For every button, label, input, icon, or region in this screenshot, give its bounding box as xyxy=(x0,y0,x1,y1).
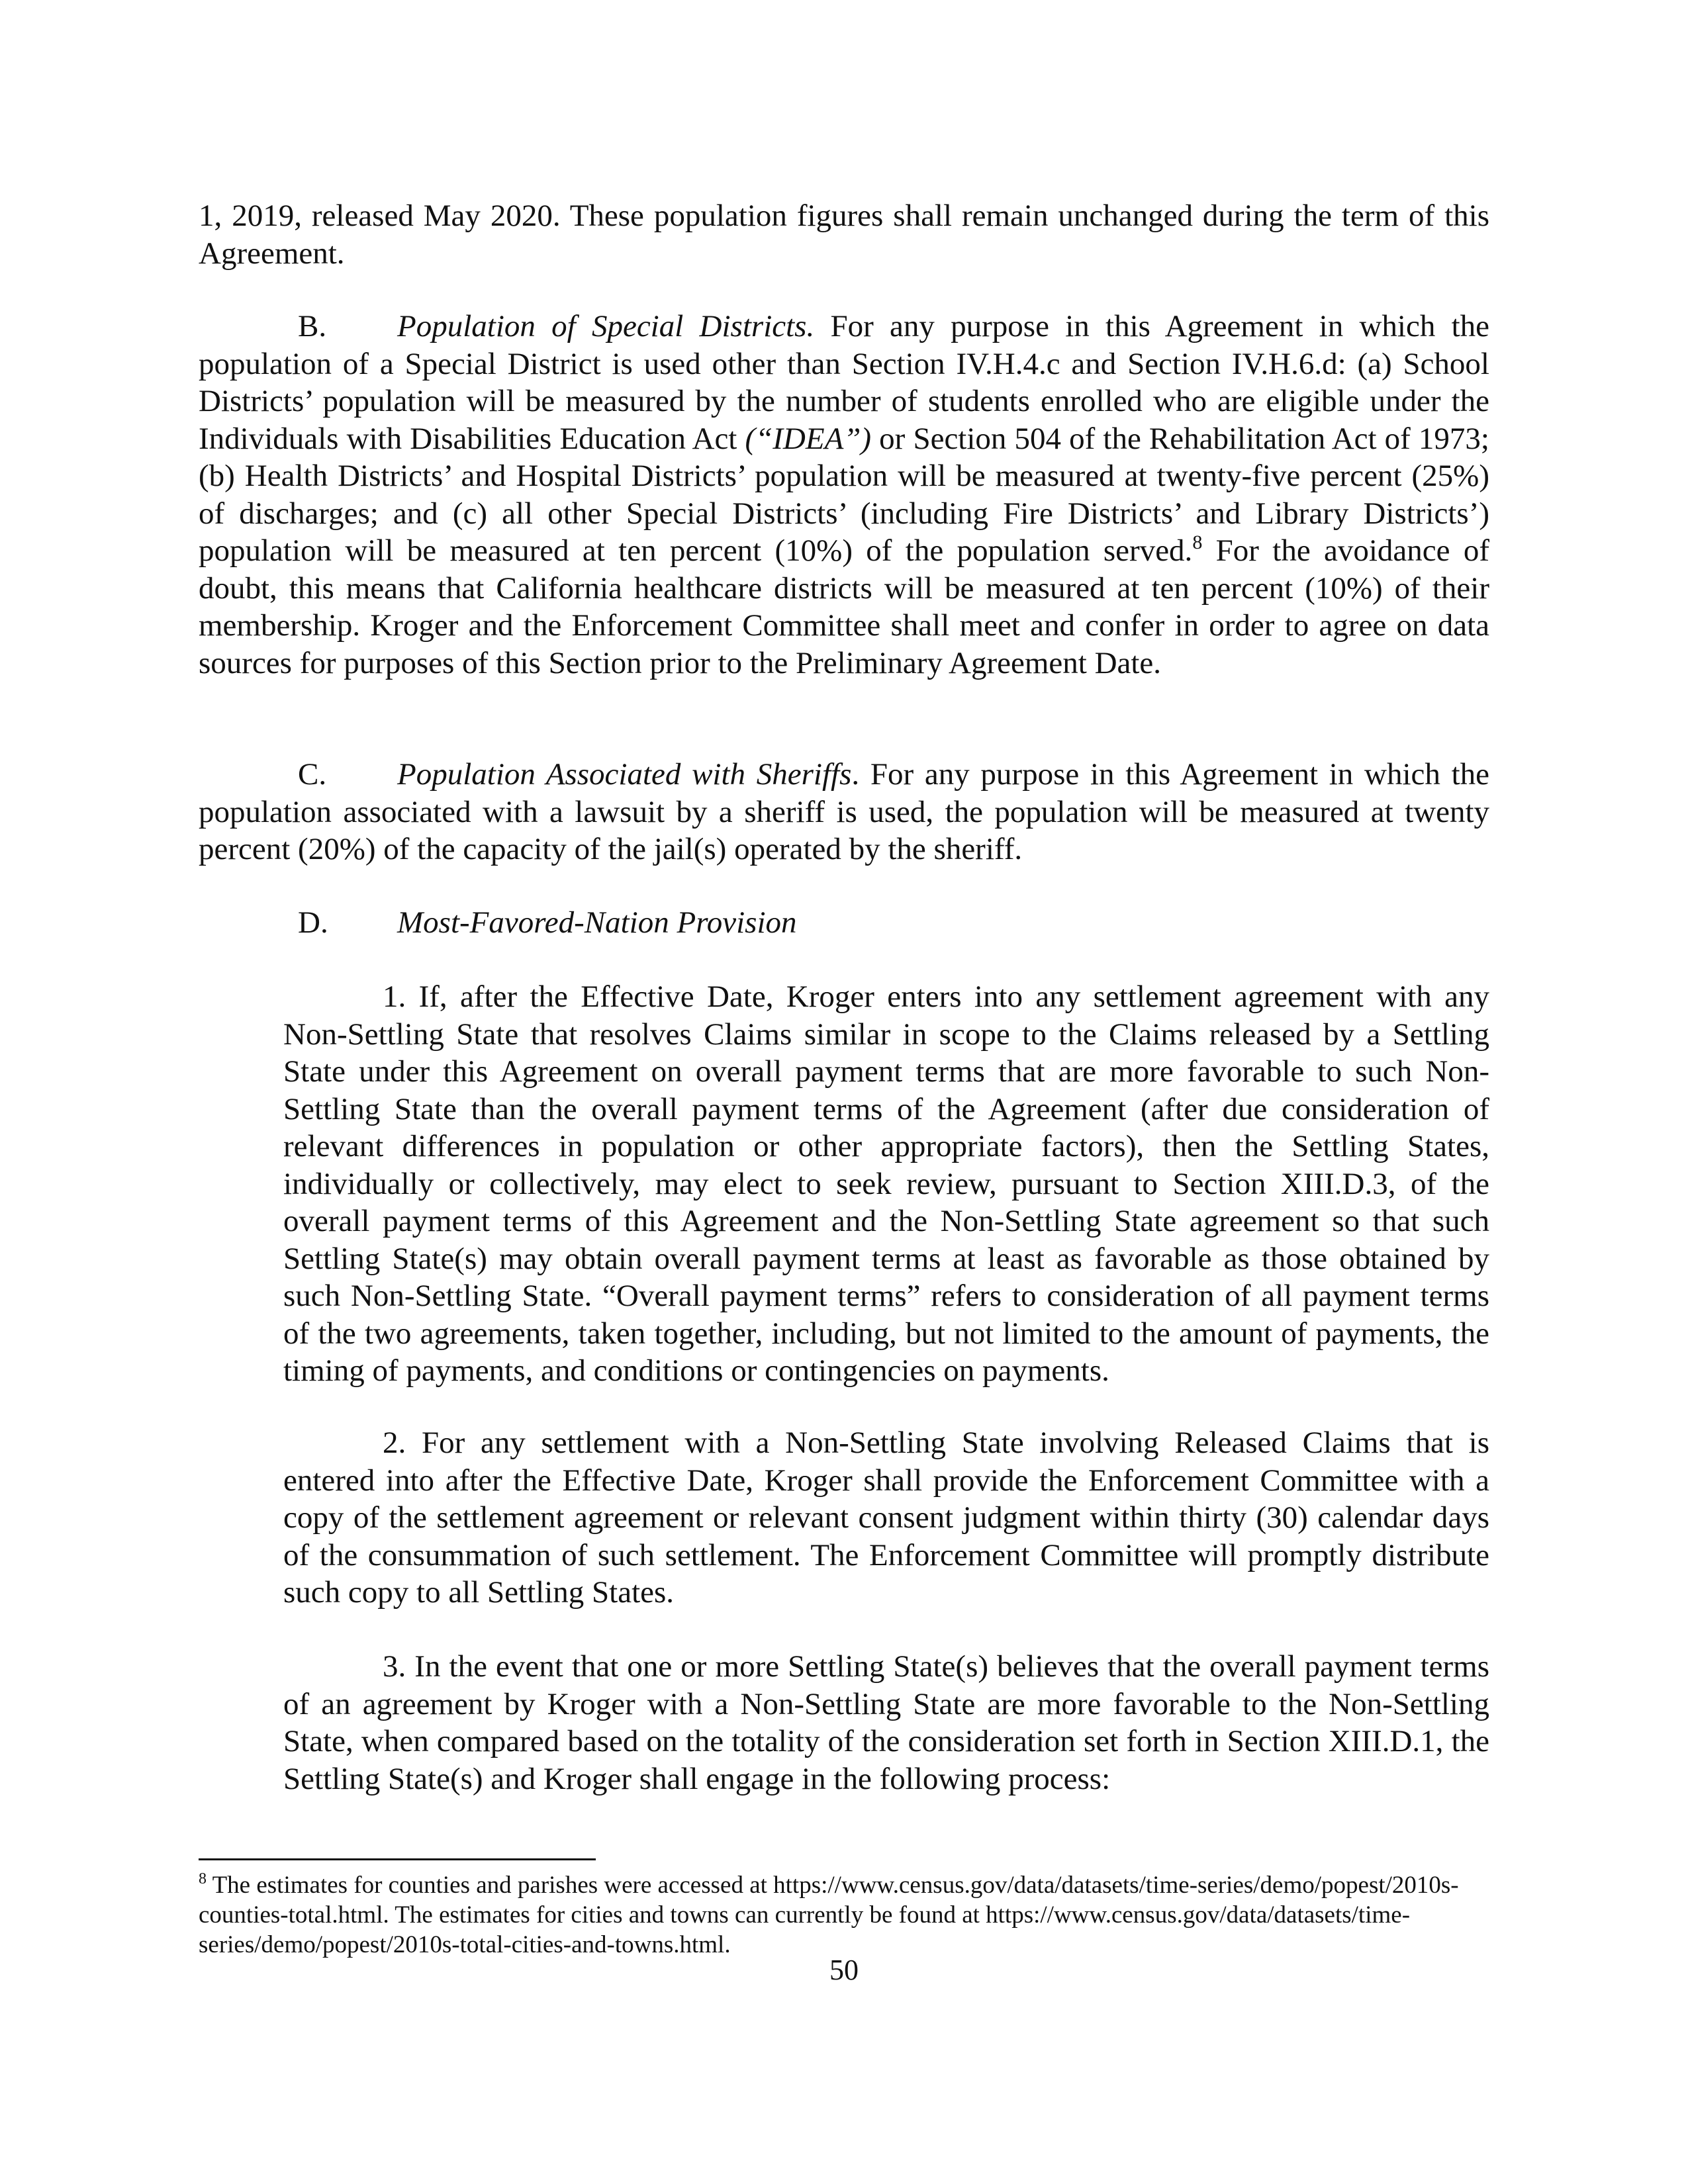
section-b-text-a: For any purpose in this Agreement in which the population of a Special District is used other than Section IV.H.4.c and Section IV.H.6.d: (a) School Districts’ population will be measured by the number of students enrolled who are eligible under the Individuals with Disabilities Education Act xyxy=(199,309,1489,456)
section-b-label: B. xyxy=(298,309,327,343)
section-c-paragraph xyxy=(199,756,1489,868)
mfn-paragraph-3: 3. In the event that one or more Settling State(s) believes that the overall payment terms of an agreement by Kroger with a Non-Settling State are more favorable to the Non-Settling State, when compared based on the totality of the consideration set forth in Section XIII.D.1, the Settling State(s) and Kroger shall engage in the following process: xyxy=(283,1649,1489,1796)
idea-abbreviation: (“IDEA”) xyxy=(745,421,872,456)
page-number: 50 xyxy=(829,1954,859,1986)
section-c-text: . For any purpose in this Agreement in which the population associated with a lawsuit by a sheriff is used, the population will be measured at twenty percent (20%) of the capacity of the jail(s) operated by the sheriff. xyxy=(199,757,1489,866)
section-d-heading xyxy=(298,904,797,942)
footnote-reference: 8 xyxy=(1192,531,1203,553)
section-d-title: Most-Favored-Nation Provision xyxy=(397,905,797,940)
section-b-text-c: For the avoidance of doubt, this means that California healthcare districts will be measured at ten percent (10%) of their membership. Kroger and the Enforcement Committee shall meet and confer in order to agree on data sources for purposes of this Section prior to the Preliminary Agreement Date. xyxy=(199,533,1489,680)
continuation-paragraph: 1, 2019, released May 2020. These population figures shall remain unchanged during the term of this Agreement. xyxy=(199,199,1489,271)
section-b-text-b: or Section 504 of the Rehabilitation Act of 1973; (b) Health Districts’ and Hospital Districts’ population will be measured at twenty-five percent (25%) of discharges; and (c) all other Special Districts’ (including Fire Districts’ and Library Districts’) population will be measured at ten percent (10%) of the population served. xyxy=(199,421,1489,568)
section-b-title: Population of Special Districts. xyxy=(397,309,815,343)
footnote-divider xyxy=(199,1858,596,1860)
section-b-paragraph xyxy=(199,308,1489,682)
footnote-text: The estimates for counties and parishes were accessed at https://www.census.gov/data/datasets/time-series/demo/popest/2010s-counties-total.html. The estimates for cities and towns can currently be found at https://www.census.gov/data/datasets/time-series/demo/popest/2010s-total-cities-and-towns.html. xyxy=(199,1872,1459,1958)
section-d-label: D. xyxy=(298,905,328,940)
section-c-label: C. xyxy=(298,757,327,792)
mfn-paragraph-2: 2. For any settlement with a Non-Settling State involving Released Claims that is entered into after the Effective Date, Kroger shall provide the Enforcement Committee with a copy of the settlement agreement or relevant consent judgment within thirty (30) calendar days of the consummation of such settlement. The Enforcement Committee will promptly distribute such copy to all Settling States. xyxy=(283,1426,1489,1610)
footnote xyxy=(199,1870,1489,1960)
mfn-paragraph-1: 1. If, after the Effective Date, Kroger enters into any settlement agreement with any Non-Settling State that resolves Claims similar in scope to the Claims released by a Settling State under this Agreement on overall payment terms that are more favorable to such Non-Settling State than the overall payment terms of the Agreement (after due consideration of relevant differences in population or other appropriate factors), then the Settling States, individually or collectively, may elect to seek review, pursuant to Section XIII.D.3, of the overall payment terms of this Agreement and the Non-Settling State agreement so that such Settling State(s) may obtain overall payment terms at least as favorable as those obtained by such Non-Settling State. “Overall payment terms” refers to consideration of all payment terms of the two agreements, taken together, including, but not limited to the amount of payments, the timing of payments, and conditions or contingencies on payments. xyxy=(283,979,1489,1388)
section-c-title: Population Associated with Sheriffs xyxy=(397,757,852,792)
footnote-number: 8 xyxy=(199,1870,207,1888)
